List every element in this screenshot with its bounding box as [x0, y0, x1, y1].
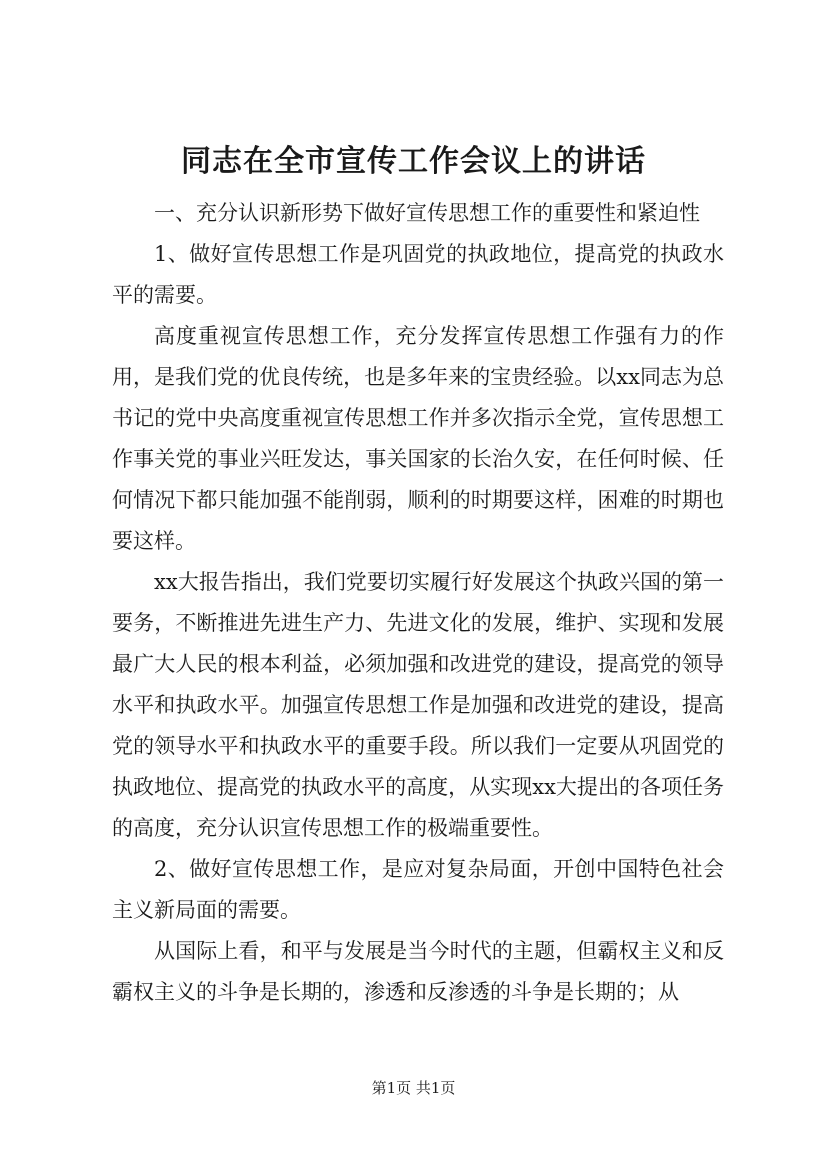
document-body — [112, 193, 724, 1013]
page-footer: 第1页 共1页 — [371, 1079, 456, 1097]
document-title: 同志在全市宣传工作会议上的讲话 — [181, 144, 646, 179]
body-paragraph: 高度重视宣传思想工作，充分发挥宣传思想工作强有力的作用，是我们党的优良传统，也是多年来的宝贵经验。以xx同志为总书记的党中央高度重视宣传思想工作并多次指示全党，宣传思想工作事关党的事业兴旺发达，事关国家的长治久安，在任何时候、任何情况下都只能加强不能削弱，顺利的时期要这样，困难的时期也要这样。 — [112, 324, 724, 553]
body-paragraph: 从国际上看，和平与发展是当今时代的主题，但霸权主义和反霸权主义的斗争是长期的，渗透和反渗透的斗争是长期的；从 — [112, 939, 724, 1004]
subsection-heading-2: 2、做好宣传思想工作，是应对复杂局面，开创中国特色社会主义新局面的需要。 — [112, 857, 724, 922]
subsection-heading-1: 1、做好宣传思想工作是巩固党的执政地位，提高党的执政水平的需要。 — [112, 242, 724, 307]
body-paragraph: xx大报告指出，我们党要切实履行好发展这个执政兴国的第一要务，不断推进先进生产力、先进文化的发展，维护、实现和发展最广大人民的根本利益，必须加强和改进党的建设，提高党的领导水平和执政水平。加强宣传思想工作是加强和改进党的建设，提高党的领导水平和执政水平的重要手段。所以我们一定要从巩固党的执政地位、提高党的执政水平的高度，从实现xx大提出的各项任务的高度，充分认识宣传思想工作的极端重要性。 — [112, 570, 724, 840]
section-heading: 一、充分认识新形势下做好宣传思想工作的重要性和紧迫性 — [154, 201, 700, 225]
